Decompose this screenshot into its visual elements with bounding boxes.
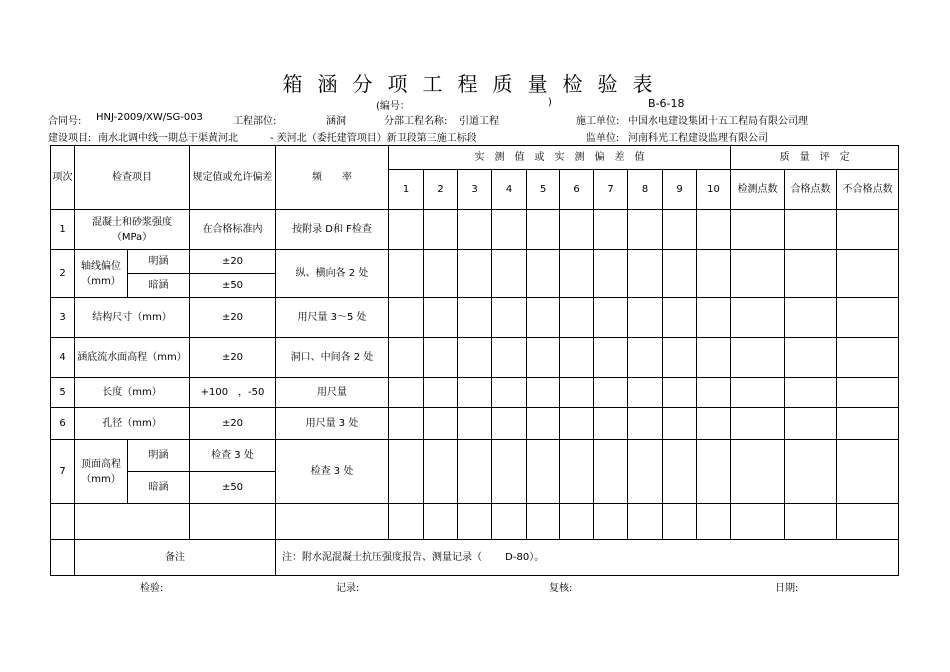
data-cell[interactable] [389,250,424,298]
data-cell[interactable] [785,298,837,338]
data-cell[interactable] [785,378,837,408]
page-title: 箱涵分项工程质量检验表 [282,72,668,96]
row-item: 孔径（mm） [75,408,190,440]
data-cell[interactable] [594,338,628,378]
row-subitem: 明涵 [128,250,190,274]
data-cell[interactable] [424,408,458,440]
row-item: 轴线偏位（mm） [75,250,128,298]
data-cell[interactable] [731,338,785,378]
data-cell[interactable] [560,298,594,338]
data-cell[interactable] [424,298,458,338]
measure-col: 6 [560,170,594,210]
data-cell[interactable] [389,408,424,440]
row-no: 4 [51,338,75,378]
data-cell[interactable] [527,250,560,298]
data-cell[interactable] [594,298,628,338]
data-cell[interactable] [594,440,628,504]
table-row [51,378,899,408]
data-cell[interactable] [785,338,837,378]
data-cell[interactable] [663,378,697,408]
row-frequency: 洞口、中间各 2 处 [276,338,389,378]
data-cell[interactable] [527,378,560,408]
data-cell[interactable] [389,338,424,378]
row-item: 混凝土和砂浆强度（MPa） [75,210,190,250]
quality-col-failed: 不合格点数 [837,170,899,210]
table-row [51,440,899,472]
data-cell[interactable] [424,378,458,408]
row-no: 2 [51,250,75,298]
remark-text: 注：附水泥混凝土抗压强度报告、测量记录（ D-80）。 [276,540,899,576]
table-row [51,250,899,274]
data-cell[interactable] [424,250,458,298]
data-cell[interactable] [458,440,492,504]
header-item-no: 项次 [51,146,75,210]
remark-row [51,540,899,576]
data-cell[interactable] [837,440,899,504]
data-cell[interactable] [560,378,594,408]
row-spec: ±20 [190,408,276,440]
table-row [51,298,899,338]
data-cell[interactable] [628,210,663,250]
contract-value: HNJ-2009/XW/SG-003 [96,112,203,123]
data-cell[interactable] [731,250,785,298]
data-cell[interactable] [527,408,560,440]
table-row [51,210,899,250]
data-cell[interactable] [594,408,628,440]
form-number: B-6-18 [648,97,685,110]
data-cell[interactable] [628,298,663,338]
data-cell[interactable] [527,298,560,338]
row-spec: ±50 [190,472,276,504]
data-cell[interactable] [458,378,492,408]
data-cell[interactable] [837,378,899,408]
data-cell[interactable] [594,378,628,408]
header-quality: 质 量 评 定 [731,146,899,170]
row-frequency: 按附录 D和 F检查 [276,210,389,250]
row-frequency: 用尺量 3～5 处 [276,298,389,338]
measure-col: 1 [389,170,424,210]
row-subitem: 明涵 [128,440,190,472]
sub-project-value: 引道工程 [459,116,499,127]
footer-date: 日期: [775,583,799,594]
data-cell[interactable] [731,378,785,408]
remark-no-cell [51,540,75,576]
data-cell[interactable] [458,210,492,250]
data-cell[interactable] [560,504,594,540]
measure-col: 8 [628,170,663,210]
contractor-label: 施工单位: [576,116,620,127]
data-cell[interactable] [594,250,628,298]
data-cell[interactable] [731,298,785,338]
data-cell[interactable] [527,210,560,250]
data-cell[interactable] [492,378,527,408]
data-cell[interactable] [837,504,899,540]
row-no: 7 [51,440,75,504]
row-spec: ±20 [190,298,276,338]
data-cell[interactable] [697,250,731,298]
data-cell[interactable] [560,210,594,250]
data-cell[interactable] [731,440,785,504]
data-cell[interactable] [492,210,527,250]
table-row [51,408,899,440]
row-item: 顶面高程（mm） [75,440,128,504]
data-cell[interactable] [458,504,492,540]
row-no: 6 [51,408,75,440]
data-cell[interactable] [837,408,899,440]
supervisor-value: 河南科光工程建设监理有限公司 [628,133,768,144]
data-cell[interactable] [424,210,458,250]
row-item: 长度（mm） [75,378,190,408]
data-cell[interactable] [458,338,492,378]
code-label: (编号： [376,101,410,112]
data-cell[interactable] [424,504,458,540]
contractor-value: 中国水电建设集团十五工程局有限公司理 [628,116,808,127]
empty-cell[interactable] [75,504,190,540]
data-cell[interactable] [697,378,731,408]
contract-label: 合同号: [48,116,82,127]
data-cell[interactable] [697,440,731,504]
measure-col: 2 [424,170,458,210]
data-cell[interactable] [697,298,731,338]
data-cell[interactable] [663,298,697,338]
data-cell[interactable] [492,338,527,378]
data-cell[interactable] [492,504,527,540]
data-cell[interactable] [594,210,628,250]
data-cell[interactable] [492,250,527,298]
row-item: 结构尺寸（mm） [75,298,190,338]
measure-col: 9 [663,170,697,210]
data-cell[interactable] [628,408,663,440]
row-spec: 在合格标准内 [190,210,276,250]
data-cell[interactable] [527,504,560,540]
row-no: 3 [51,298,75,338]
location-value: 涵洞 [326,116,346,127]
data-cell[interactable] [492,440,527,504]
data-cell[interactable] [837,250,899,298]
data-cell[interactable] [560,440,594,504]
data-cell[interactable] [389,440,424,504]
remark-label: 备注 [75,540,276,576]
data-cell[interactable] [628,378,663,408]
row-item: 涵底流水面高程（mm） [75,338,190,378]
row-subitem: 暗涵 [128,274,190,298]
quality-col-checked: 检测点数 [731,170,785,210]
code-close: ) [548,97,552,108]
row-frequency: 用尺量 [276,378,389,408]
data-cell[interactable] [663,408,697,440]
sub-project-label: 分部工程名称: [384,116,448,127]
project-value-b: - 羑河北（委托建管项目）新卫段第三施工标段 [270,133,477,144]
data-cell[interactable] [458,250,492,298]
project-value-a: 南水北调中线一期总干渠黄河北 [98,133,238,144]
empty-cell[interactable] [276,504,389,540]
data-cell[interactable] [389,504,424,540]
data-cell[interactable] [697,210,731,250]
measure-col: 5 [527,170,560,210]
row-spec: ±20 [190,338,276,378]
data-cell[interactable] [785,504,837,540]
data-cell[interactable] [628,338,663,378]
data-cell[interactable] [837,210,899,250]
data-cell[interactable] [785,408,837,440]
data-cell[interactable] [560,408,594,440]
data-cell[interactable] [527,440,560,504]
row-no: 5 [51,378,75,408]
measure-col: 3 [458,170,492,210]
header-spec: 规定值或允许偏差 [190,146,276,210]
row-spec: 检查 3 处 [190,440,276,472]
empty-cell[interactable] [190,504,276,540]
empty-cell[interactable] [51,504,75,540]
data-cell[interactable] [731,210,785,250]
row-frequency: 用尺量 3 处 [276,408,389,440]
data-cell[interactable] [389,298,424,338]
quality-col-passed: 合格点数 [785,170,837,210]
data-cell[interactable] [663,250,697,298]
data-cell[interactable] [731,504,785,540]
header-frequency: 频 率 [276,146,389,210]
row-spec: ±20 [190,250,276,274]
row-spec: ±50 [190,274,276,298]
data-cell[interactable] [663,504,697,540]
data-cell[interactable] [663,210,697,250]
measure-col: 10 [697,170,731,210]
data-cell[interactable] [424,338,458,378]
data-cell[interactable] [785,250,837,298]
data-cell[interactable] [424,440,458,504]
data-cell[interactable] [628,440,663,504]
table-row-empty [51,504,899,540]
inspection-table [50,145,899,576]
row-no: 1 [51,210,75,250]
data-cell[interactable] [663,440,697,504]
data-cell[interactable] [560,338,594,378]
header-measured: 实 测 值 或 实 测 偏 差 值 [389,146,731,170]
data-cell[interactable] [458,408,492,440]
supervisor-label: 监单位: [586,133,620,144]
header-check-item: 检查项目 [75,146,190,210]
data-cell[interactable] [785,440,837,504]
data-cell[interactable] [560,250,594,298]
data-cell[interactable] [697,338,731,378]
project-label: 建设项目: [48,133,92,144]
location-label: 工程部位: [233,116,277,127]
data-cell[interactable] [731,408,785,440]
data-cell[interactable] [492,298,527,338]
data-cell[interactable] [837,298,899,338]
data-cell[interactable] [628,504,663,540]
table-row [51,338,899,378]
data-cell[interactable] [785,210,837,250]
measure-col: 4 [492,170,527,210]
data-cell[interactable] [663,338,697,378]
row-frequency: 检查 3 处 [276,440,389,504]
footer-record: 记录: [336,583,360,594]
data-cell[interactable] [697,504,731,540]
data-cell[interactable] [527,338,560,378]
data-cell[interactable] [837,338,899,378]
data-cell[interactable] [389,378,424,408]
data-cell[interactable] [628,250,663,298]
row-frequency: 纵、横向各 2 处 [276,250,389,298]
row-spec: +100 ，-50 [190,378,276,408]
footer-review: 复核: [549,583,573,594]
measure-col: 7 [594,170,628,210]
data-cell[interactable] [458,298,492,338]
row-subitem: 暗涵 [128,472,190,504]
data-cell[interactable] [594,504,628,540]
data-cell[interactable] [492,408,527,440]
data-cell[interactable] [389,210,424,250]
footer-inspect: 检验: [140,583,164,594]
data-cell[interactable] [697,408,731,440]
